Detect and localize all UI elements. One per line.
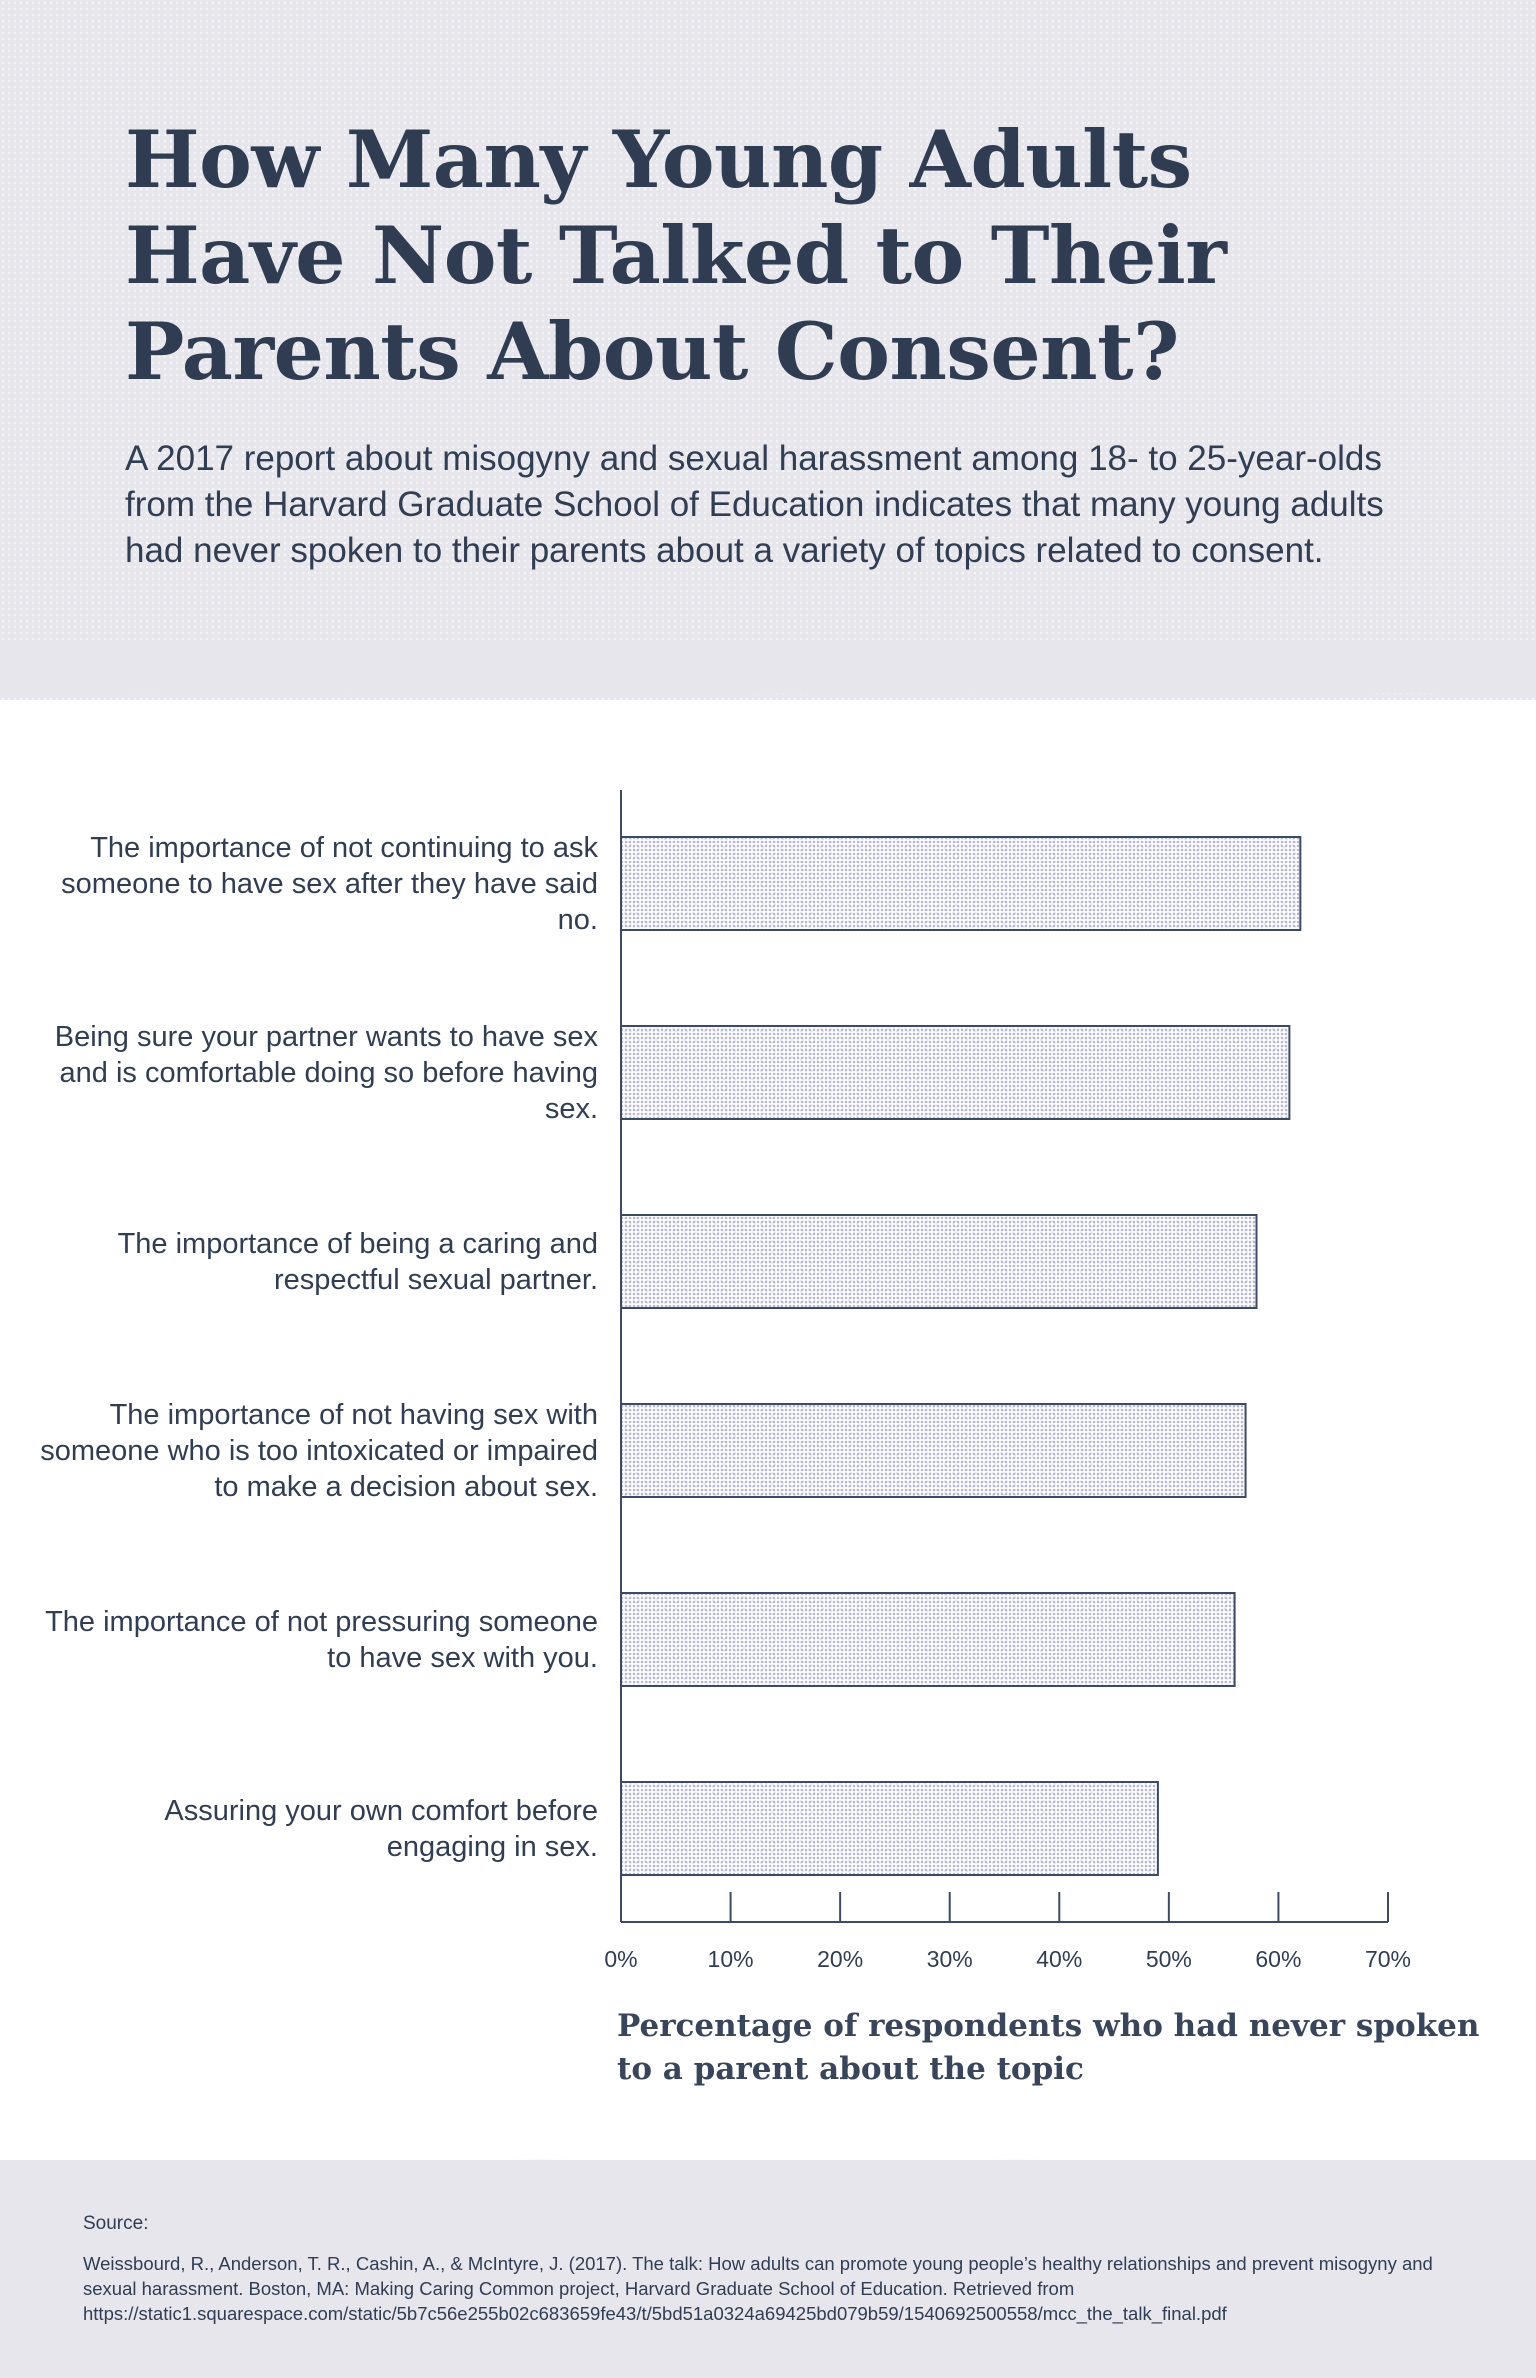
- page-subtitle: A 2017 report about misogyny and sexual harassment among 18- to 25-year-olds from the Harvard Graduate School of Education indicates that many young adults had never spoken to their parents about a variety of topics related to consent.: [125, 439, 1384, 570]
- category-label-5: The importance of not pressuring someone to have sex with you.: [45, 1605, 598, 1674]
- x-tick-label-10: 10%: [707, 1946, 754, 1972]
- source-citation: Weissbourd, R., Anderson, T. R., Cashin, A., & McIntyre, J. (2017). The talk: How adults can promote young people’s healthy relationships and prevent misogyny and sexual harassment. Boston, MA: Making Caring Common project, Harvard Graduate School of Education. Retrieved from https://static1.squarespace.com/static/5b7c56e255b02c683659fe43/t/5bd51a0324a69425bd079b59/1540692500558/mcc_the_talk_final.pdf: [83, 2253, 1433, 2324]
- bar-chart: [0, 760, 1536, 2140]
- category-label-6: Assuring your own comfort before engaging in sex.: [164, 1794, 598, 1863]
- bar-texture-6: [622, 1783, 1157, 1874]
- x-tick-label-0: 0%: [604, 1946, 638, 1972]
- bars-group: [621, 837, 1300, 1875]
- bar-texture-4: [622, 1405, 1245, 1496]
- category-label-2: Being sure your partner wants to have sex and is comfortable doing so before having sex.: [54, 1020, 598, 1125]
- x-ticks-group: [731, 1892, 1388, 1922]
- header-torn-edge: [0, 640, 1536, 720]
- bar-texture-2: [622, 1027, 1288, 1118]
- bar-texture-5: [622, 1594, 1234, 1685]
- x-axis-title: Percentage of respondents who had never spoken to a parent about the topic: [617, 2008, 1480, 2087]
- x-tick-label-60: 60%: [1255, 1946, 1302, 1972]
- x-tick-label-20: 20%: [817, 1946, 864, 1972]
- page-title: How Many Young Adults Have Not Talked to Their Parents About Consent?: [125, 113, 1227, 398]
- x-tick-label-70: 70%: [1364, 1946, 1412, 1972]
- category-label-1: The importance of not continuing to ask someone to have sex after they have said no.: [61, 831, 598, 936]
- source-heading: Source:: [83, 2213, 149, 2234]
- x-tick-label-30: 30%: [926, 1946, 973, 1972]
- category-label-3: The importance of being a caring and respectful sexual partner.: [117, 1227, 598, 1296]
- x-tick-label-50: 50%: [1145, 1946, 1192, 1972]
- category-label-4: The importance of not having sex with someone who is too intoxicated or impaired to make a decision about sex.: [40, 1398, 598, 1503]
- x-tick-label-40: 40%: [1036, 1946, 1083, 1972]
- bar-texture-3: [622, 1216, 1256, 1307]
- bar-texture-1: [622, 838, 1299, 929]
